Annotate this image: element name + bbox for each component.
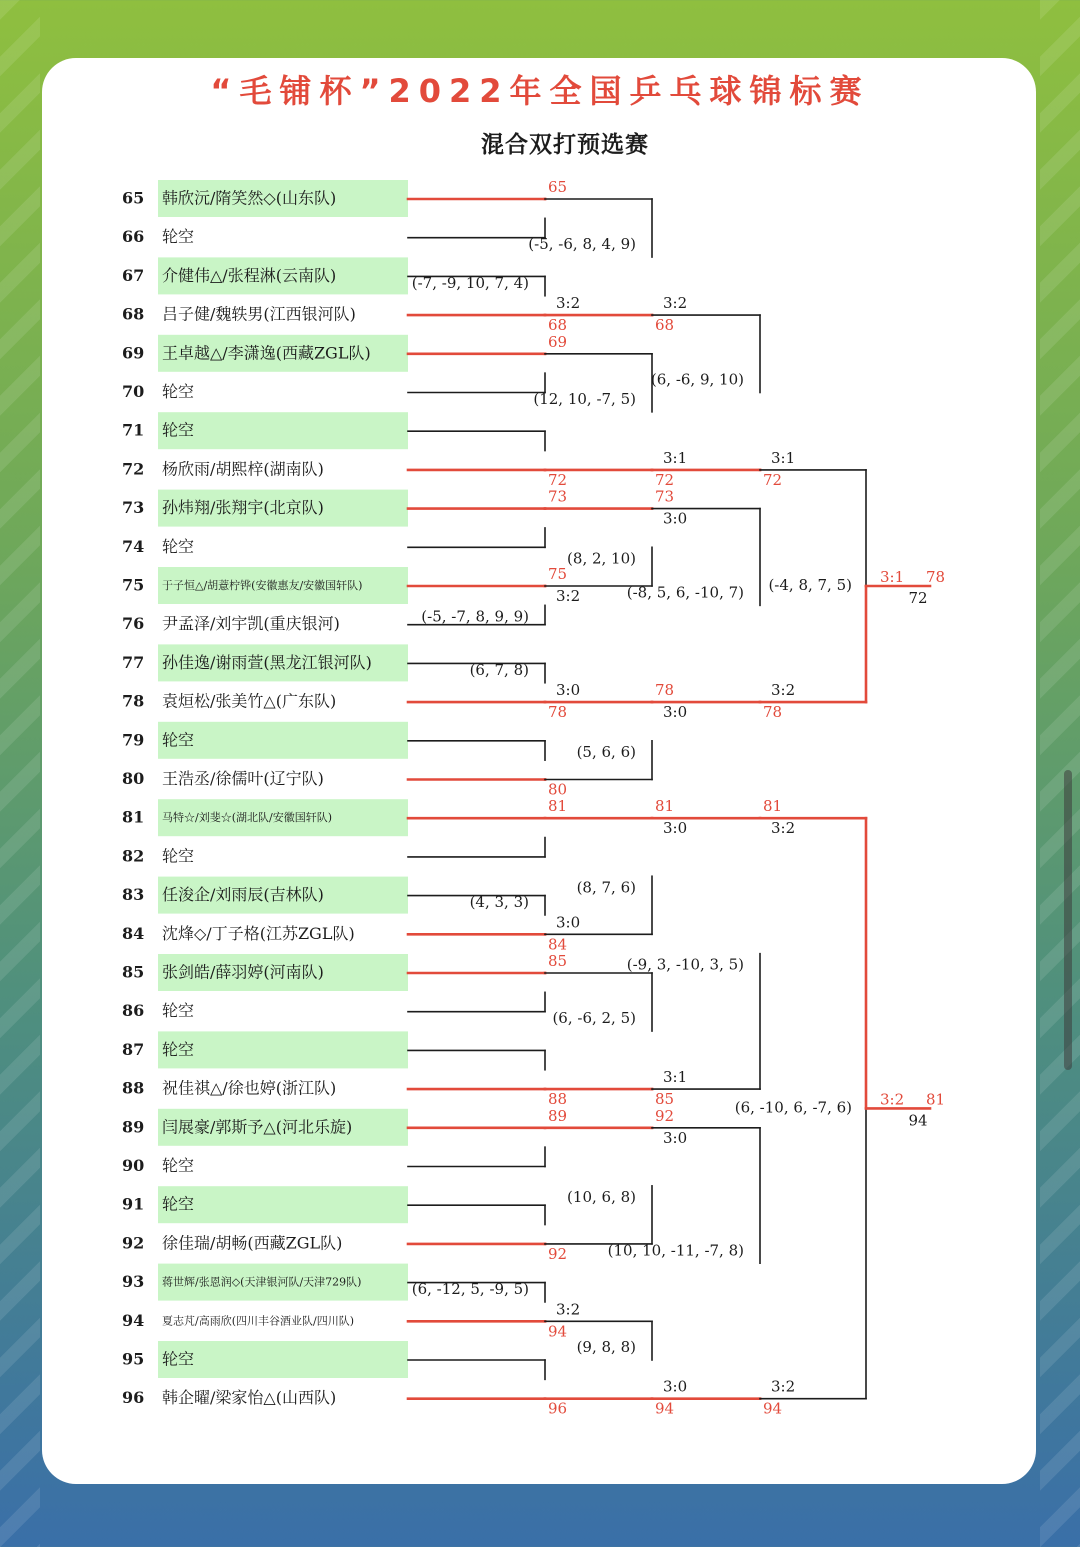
page-subtitle: 混合双打预选赛 [481,132,649,158]
entry-name: 祝佳祺△/徐也婷(浙江队) [162,1078,337,1098]
match-score: 3:0 [663,1128,688,1147]
match-detail: (4, 3, 3) [469,892,529,911]
match-score: 3:2 [771,681,796,700]
runner-up-label: 94 [908,1111,928,1130]
entry-name: 轮空 [162,730,195,750]
match-detail: (8, 7, 6) [576,878,636,897]
entry-name: 轮空 [162,1156,195,1175]
winner-label: 94 [548,1322,568,1341]
entry-number: 82 [122,846,145,866]
match-score: 3:2 [771,1377,796,1396]
match-detail: (-4, 8, 7, 5) [768,576,852,594]
entry-name: 轮空 [162,1194,195,1214]
entry-number: 88 [122,1078,145,1098]
match-score: 3:1 [880,568,905,586]
entry-number: 68 [122,304,145,324]
winner-label: 78 [763,703,783,722]
winner-label: 81 [926,1090,946,1109]
match-score: 3:2 [663,294,688,313]
entry-number: 84 [122,923,145,943]
match-score: 3:0 [556,681,581,700]
entry-number: 95 [122,1349,145,1369]
entry-name: 王浩丞/徐儒叶(辽宁队) [162,769,324,788]
entry-name: 徐佳瑞/胡畅(西藏ZGL队) [162,1233,343,1253]
winner-label: 94 [763,1399,783,1418]
match-score: 3:1 [663,1068,688,1087]
match-score: 3:0 [556,913,581,932]
winner-label: 72 [655,470,675,489]
winner-label: 68 [548,316,568,335]
winner-label: 88 [548,1090,568,1109]
entry-name: 轮空 [162,1039,195,1059]
winner-label: 80 [548,780,568,799]
winner-label: 92 [548,1244,568,1263]
winner-label: 94 [655,1399,675,1418]
entry-number: 86 [122,1001,145,1021]
match-score: 3:1 [663,448,688,467]
entry-number: 65 [122,188,145,208]
page-title: “毛铺杯”2022年全国乒乓球锦标赛 [210,72,870,110]
entry-number: 67 [122,265,145,285]
match-detail: (5, 6, 6) [576,742,636,761]
entry-number: 76 [122,614,145,634]
winner-label: 78 [926,568,946,586]
entry-number: 93 [122,1272,145,1292]
entry-name: 孙炜翔/张翔宇(北京队) [162,498,324,518]
entry-name: 韩企曜/梁家怡△(山西队) [162,1388,337,1408]
winner-label: 72 [548,470,568,489]
match-detail: (6, -12, 5, -9, 5) [411,1279,529,1298]
match-detail: (10, 10, -11, -7, 8) [607,1241,744,1260]
match-detail: (-5, -6, 8, 4, 9) [528,235,636,254]
winner-label: 75 [548,565,568,583]
entry-number: 72 [122,459,145,479]
entry-name: 轮空 [162,420,195,440]
entry-number: 80 [122,769,145,788]
entry-number: 71 [122,420,145,440]
entry-number: 77 [122,652,145,672]
match-detail: (6, -6, 2, 5) [552,1009,636,1028]
entry-name: 蒋世辉/张恩润◇(天津银河队/天津729队) [162,1275,362,1289]
match-score: 3:2 [556,1300,581,1319]
winner-label: 81 [548,797,568,816]
winner-label: 84 [548,935,568,954]
entry-highlight [158,412,408,449]
match-score: 3:2 [556,294,581,313]
entry-name: 轮空 [162,846,195,866]
match-detail: (6, -6, 9, 10) [650,370,744,389]
entry-number: 85 [122,962,145,982]
match-score: 3:2 [771,819,796,838]
winner-label: 65 [548,178,568,196]
match-detail: (8, 2, 10) [567,549,636,568]
entry-name: 轮空 [162,1349,195,1369]
entry-name: 沈烽◇/丁子格(江苏ZGL队) [162,923,355,943]
winner-label: 85 [548,952,568,970]
match-detail: (-5, -7, 8, 9, 9) [421,607,529,626]
entry-number: 94 [122,1310,145,1330]
entry-highlight [158,1186,408,1223]
match-score: 3:2 [556,587,581,605]
match-score: 3:2 [880,1090,905,1109]
entry-number: 87 [122,1039,145,1059]
match-detail: (9, 8, 8) [576,1338,636,1356]
match-detail: (-8, 5, 6, -10, 7) [626,583,744,602]
entry-name: 杨欣雨/胡熙梓(湖南队) [162,459,324,479]
winner-label: 96 [548,1399,568,1418]
entry-number: 96 [122,1388,145,1408]
winner-label: 85 [655,1090,675,1109]
entry-name: 任浚企/刘雨辰(吉林队) [162,885,324,905]
match-score: 3:0 [663,703,688,722]
match-detail: (6, -10, 6, -7, 6) [734,1098,852,1117]
entry-number: 78 [122,691,145,711]
match-detail: (10, 6, 8) [567,1187,636,1206]
winner-label: 73 [655,487,675,506]
winner-label: 73 [548,487,568,506]
winner-label: 68 [655,316,675,335]
entry-name: 介健伟△/张程淋(云南队) [162,265,337,285]
entry-name: 马特☆/刘斐☆(湖北队/安徽国轩队) [162,811,332,825]
entry-name: 张剑皓/薛羽婷(河南队) [162,962,324,982]
entry-number: 74 [122,536,145,556]
entry-number: 73 [122,498,145,518]
entry-name: 闫展豪/郭斯予△(河北乐旋) [162,1117,353,1137]
entry-number: 69 [122,343,145,363]
winner-label: 78 [548,703,568,722]
entry-name: 轮空 [162,536,195,556]
entry-number: 79 [122,730,145,750]
winner-label: 69 [548,332,568,351]
match-detail: (-9, 3, -10, 3, 5) [626,955,744,974]
entry-name: 于子恒△/胡薏柠铧(安徽惠友/安徽国轩队) [162,579,363,592]
entry-name: 轮空 [162,382,195,401]
entry-name: 尹孟泽/刘宇凯(重庆银河) [162,614,340,634]
match-detail: (6, 7, 8) [469,660,529,679]
winner-label: 89 [548,1106,568,1125]
match-detail: (-7, -9, 10, 7, 4) [411,273,529,292]
entry-number: 91 [122,1194,145,1214]
entry-name: 吕子健/魏轶男(江西银河队) [162,304,356,324]
entry-highlight [158,722,408,759]
winner-label: 92 [655,1106,675,1125]
entry-name: 韩欣沅/隋笑然◇(山东队) [162,188,337,208]
entry-number: 70 [122,382,145,401]
match-detail: (12, 10, -7, 5) [533,389,636,408]
winner-label: 78 [655,681,675,700]
winner-label: 72 [763,470,783,489]
entry-highlight [158,1341,408,1378]
entry-name: 孙佳逸/谢雨萱(黑龙江银河队) [162,652,372,672]
entry-number: 66 [122,227,145,247]
entry-name: 袁烜松/张美竹△(广东队) [162,691,337,711]
entry-number: 89 [122,1117,145,1137]
match-score: 3:0 [663,1377,688,1396]
entry-number: 75 [122,575,145,595]
entry-name: 轮空 [162,227,195,247]
entry-highlight [158,1031,408,1068]
entry-number: 90 [122,1156,145,1175]
entry-number: 81 [122,807,145,827]
entry-number: 83 [122,885,145,905]
entry-number: 92 [122,1233,145,1253]
entry-name: 王卓越△/李潇逸(西藏ZGL队) [162,343,371,363]
winner-label: 81 [655,797,675,816]
match-score: 3:0 [663,819,688,838]
match-score: 3:1 [771,448,796,467]
winner-label: 81 [763,797,783,816]
runner-up-label: 72 [908,589,928,607]
match-score: 3:0 [663,509,688,528]
entry-name: 夏志芃/高雨欣(四川丰谷酒业队/四川队) [162,1314,354,1328]
entry-name: 轮空 [162,1001,195,1021]
